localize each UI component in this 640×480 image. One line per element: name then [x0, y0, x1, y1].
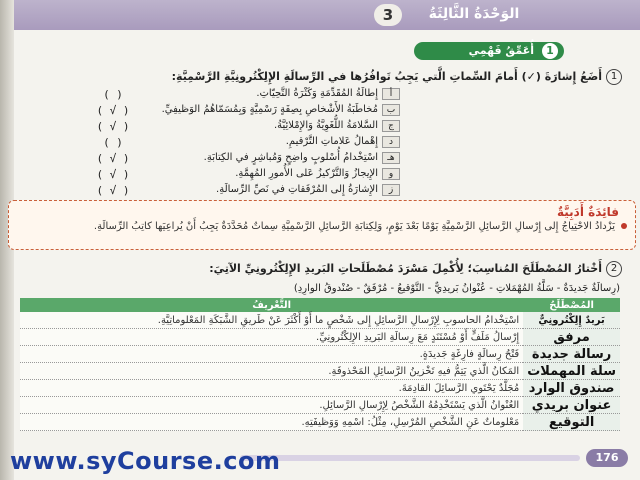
- section-banner: [414, 42, 564, 60]
- definition-cell: اسْتِخْدامُ الحاسوبِ لِإِرْسالِ الرَّسائِلِ إِلى شَخْصٍ ما أَوْ أَكْثَرَ عَنْ طَريقِ الشَّبَكَةِ المَعْلوماتِيَّةِ.: [20, 312, 523, 329]
- q1-item: بمُخاطَبَةُ الأَشْخاصِ بِصِفَةٍ رَسْمِيَّةٍ وَبِمُسَمّاهُمُ الوَظيفِيِّ.: [162, 104, 400, 118]
- q1-item: هـاسْتِخْدامُ أُسْلوبٍ واضِحٍ وَمُباشِرٍ في الكِتابَةِ.: [204, 152, 400, 166]
- term-cell: بَريدٌ إِلِكْتُرونِيٌّ: [523, 312, 620, 329]
- table-row: [20, 329, 620, 346]
- table-row: [20, 346, 620, 363]
- answer-box-checked[interactable]: ( √ ): [96, 104, 130, 117]
- benefit-title: فائِدَةٌ أَدَبِيَّةٌ: [556, 205, 619, 219]
- table-row: [20, 414, 620, 431]
- table-row: [20, 397, 620, 414]
- glossary-table: [20, 298, 620, 431]
- definition-cell: مَعْلوماتٌ عَنِ الشَّخْصِ المُرْسِلِ، مِثْلُ: اسْمِهِ وَوَظيفَتِهِ.: [20, 414, 523, 431]
- definition-cell: المَكانُ الَّذي يَتِمُّ فيهِ تَخْزينُ الرَّسائِلِ المَحْذوفَةِ.: [20, 363, 523, 380]
- definition-cell: فَتْحُ رِسالَةٍ فارِغَةٍ جَديدَةٍ.: [20, 346, 523, 363]
- section-label: أُعَمِّقُ فَهْمِي: [468, 44, 534, 57]
- definition-cell: إِرْسالُ مَلَفٍّ أَوْ مُسْتَنَدٍ مَعَ رِسالَةِ البَريدِ الإِلِكْتُرونِيِّ.: [20, 329, 523, 346]
- q1-item: زالإِشارَةُ إِلى المُرْفَقاتِ في نَصِّ الرِّسالَةِ.: [216, 184, 400, 198]
- answer-box-checked[interactable]: ( √ ): [96, 120, 130, 133]
- table-row: [20, 312, 620, 329]
- term-cell[interactable]: صندوق الوارد: [523, 380, 620, 397]
- bullet-icon: [621, 223, 627, 229]
- unit-title: الوَحْدَةُ الثَّالِثَةُ: [428, 6, 520, 22]
- table-header-row: [20, 298, 620, 312]
- table-row: [20, 380, 620, 397]
- footer-bar: [240, 455, 580, 461]
- question-1-prompt: أَضَعُ إِشارَةَ (✓) أَمامَ السِّماتِ الَّتي يَجِبُ تَوافُرُها في الرِّسالَةِ الإِلِكْتُرونِيَّةِ الرَّسْمِيَّةِ:: [171, 70, 602, 83]
- q1-item: أإِطالَةُ المُقَدِّمَةِ وَكَثْرَةُ التَّحِيّاتِ.: [256, 88, 400, 102]
- answer-box-checked[interactable]: ( √ ): [96, 184, 130, 197]
- unit-banner: [14, 0, 640, 30]
- term-cell[interactable]: رسالة جديدة: [523, 346, 620, 363]
- definition-cell: العُنْوانُ الَّذي يَسْتَخْدِمُهُ الشَّخْصُ لِإِرْسالِ الرَّسائِلِ.: [20, 397, 523, 414]
- answer-box-checked[interactable]: ( √ ): [96, 152, 130, 165]
- q1-item: دإِهْمالُ عَلاماتِ التَّرْقيمِ.: [286, 136, 400, 150]
- site-watermark[interactable]: www.syCourse.com: [10, 447, 281, 475]
- question-2-number: 2: [606, 261, 622, 277]
- answer-box[interactable]: ( ): [103, 88, 123, 101]
- table-row: [20, 363, 620, 380]
- answer-box-checked[interactable]: ( √ ): [96, 168, 130, 181]
- definition-cell: مُجَلَّدٌ يَحْتَوي الرَّسائِلَ القادِمَةَ.: [20, 380, 523, 397]
- answer-box[interactable]: ( ): [103, 136, 123, 149]
- q1-item: والإِيجازُ وَالتَّرْكيزُ عَلى الأُمورِ المُهِمَّةِ.: [235, 168, 400, 182]
- column-header-definition: التَّعْريفُ: [20, 298, 523, 312]
- term-cell[interactable]: سلة المهملات: [523, 363, 620, 380]
- term-cell[interactable]: مرفق: [523, 329, 620, 346]
- term-cell[interactable]: عنوان بريدي: [523, 397, 620, 414]
- benefit-text: يَزْدادُ الاحْتِياجُ إِلى إِرْسالِ الرَّسائِلِ الرَّسْمِيَّةِ يَوْمًا بَعْدَ يَوْمٍ، وَلِكِتابَةِ الرَّسائِلِ الرَّسْمِيَّةِ سِماتٌ مُحَدَّدَةٌ يَجِبُ أَنْ يُراعِيَها كاتِبُ الرِّسالَةِ.: [93, 221, 615, 232]
- unit-number: 3: [374, 4, 402, 26]
- question-1-number: 1: [606, 69, 622, 85]
- question-2-prompt: أَخْتارُ المُصْطَلَحَ المُناسِبَ؛ لِأُكْمِلَ مَسْرَدَ مُصْطَلَحاتِ البَريدِ الإِلِكْتُرونِيِّ الآتِيَ:: [209, 262, 602, 275]
- terms-list: (رِسالَةٌ جَديدَةٌ - سَلَّةُ المُهْمَلاتِ - عُنْوانُ بَريدِيٌّ - التَّوْقيعُ - مُرْفَقٌ - صُنْدوقُ الوارِدِ): [293, 283, 620, 294]
- term-cell[interactable]: التوقيع: [523, 414, 620, 431]
- column-header-term: المُصْطَلَحُ: [523, 298, 620, 312]
- literary-benefit-box: [8, 200, 636, 250]
- section-badge: 1: [542, 43, 558, 59]
- q1-item: جالسَّلامَةُ اللُّغَوِيَّةُ وَالإِمْلائِيَّةُ.: [274, 120, 400, 134]
- page-number: 176: [586, 449, 628, 467]
